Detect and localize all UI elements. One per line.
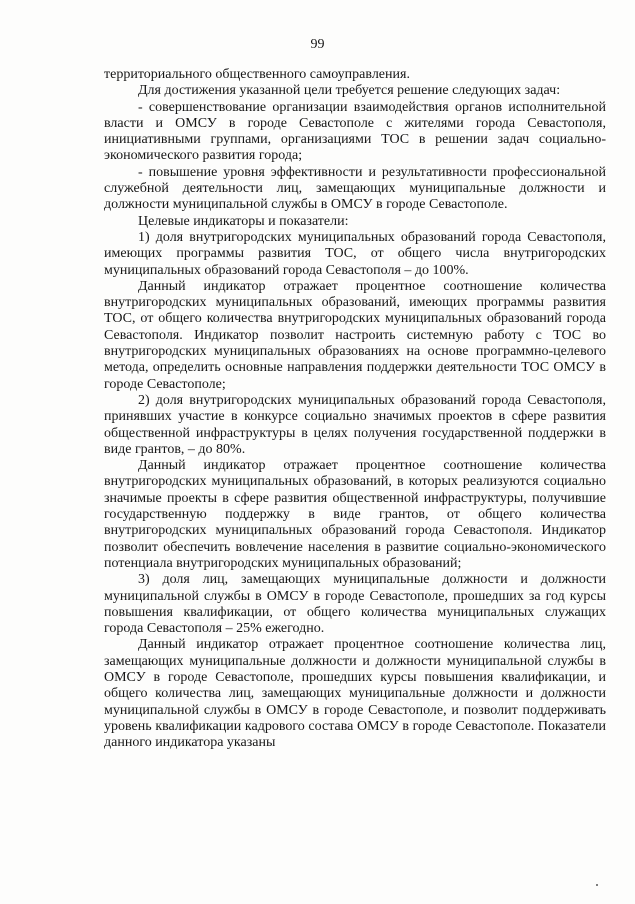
scan-speck (596, 884, 598, 886)
indicator-3: 3) доля лиц, замещающих муниципальные должности и должности муниципальной службы в ОМСУ в городе Севастополе, прошедших за год курсы повышения квалификации, от общего количества муниципальных служащих города Севастополя – 25% ежегодно. (104, 572, 606, 637)
indicator-3-description: Данный индикатор отражает процентное соотношение количества лиц, замещающих муниципальные должности и должности муниципальной службы в ОМСУ в городе Севастополе, прошедших курсы повышения квалификации, и общего количества лиц, замещающих муниципальные должности и должности муниципальной службы в ОМСУ в городе Севастополе, и позволит поддерживать уровень квалификации кадрового состава ОМСУ в городе Севастополе. Показатели данного индикатора указаны (104, 637, 606, 751)
paragraph-continuation: территориального общественного самоуправления. (104, 67, 410, 82)
indicator-2: 2) доля внутригородских муниципальных образований города Севастополя, принявших участие в конкурсе социально значимых проектов в сфере развития общественной инфраструктуры в целях получения государственной поддержки в виде грантов, – до 80%. (104, 392, 606, 457)
indicator-2-description: Данный индикатор отражает процентное соотношение количества внутригородских муниципальных образований, в которых реализуются социально значимые проекты в сфере развития общественной инфраструктуры, получившие государственную поддержку в виде грантов, от общего количества внутригородских муниципальных образований города Севастополя. Индикатор позволит обеспечить вовлечение населения в развитие социально-экономического потенциала внутригородских муниципальных образований; (104, 458, 606, 571)
task-item-2: - повышение уровня эффективности и результативности профессиональной служебной деятельности лиц, замещающих муниципальные должности и должности муниципальной службы в ОМСУ в городе Севастополе. (104, 164, 606, 213)
body-text (104, 67, 606, 751)
indicator-1: 1) доля внутригородских муниципальных образований города Севастополя, имеющих программы развития ТОС, от общего числа внутригородских муниципальных образований города Севастополя – до 100%. (104, 229, 606, 278)
page-number: 99 (310, 37, 325, 52)
task-item-1: - совершенствование организации взаимодействия органов исполнительной власти и ОМСУ в городе Севастополе с жителями города Севастополя, инициативными группами, организациями ТОС в решении задач социально-экономического развития города; (104, 99, 606, 164)
paragraph-tasks-intro: Для достижения указанной цели требуется решение следующих задач: (138, 83, 561, 99)
indicators-heading: Целевые индикаторы и показатели: (138, 213, 349, 229)
indicator-1-description: Данный индикатор отражает процентное соотношение количества внутригородских муниципальных образований, имеющих программы развития ТОС, от общего количества внутригородских муниципальных образований города Севастополя. Индикатор позволит настроить системную работу с ТОС во внутригородских муниципальных образованиях на основе программно-целевого метода, определить основные направления поддержки деятельности ТОС ОМСУ в городе Севастополе; (104, 278, 606, 392)
